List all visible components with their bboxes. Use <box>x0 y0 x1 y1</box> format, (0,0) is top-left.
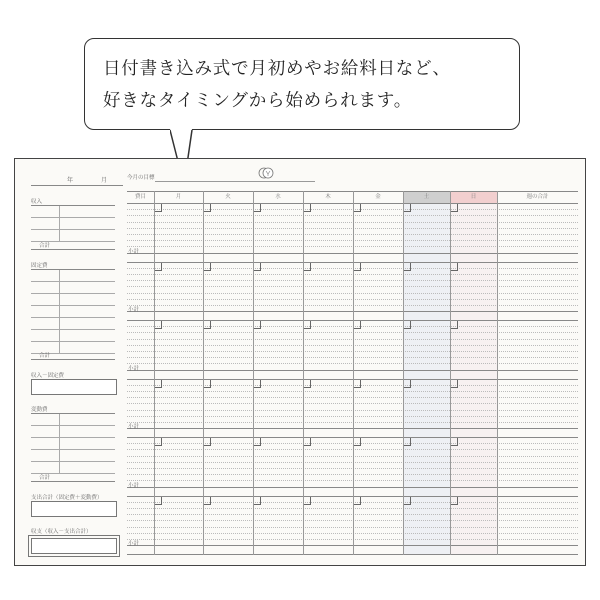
date-box[interactable] <box>203 263 211 271</box>
budget-sheet <box>14 158 586 566</box>
date-box[interactable] <box>403 438 411 446</box>
column-divider <box>497 191 498 555</box>
column-divider <box>253 191 254 555</box>
subtotal-label: 小計 <box>128 424 140 430</box>
col-header-wed: 水 <box>275 194 281 200</box>
income-rows <box>31 205 115 242</box>
fixed-total-label: 合計 <box>39 353 51 359</box>
subtotal-label: 小計 <box>128 248 140 255</box>
fixed-total-row[interactable] <box>31 359 115 360</box>
income-row[interactable] <box>31 206 115 218</box>
col-header-fri: 金 <box>375 194 381 200</box>
income-total-row[interactable] <box>31 249 115 250</box>
subtotal-label: 小計 <box>128 365 140 372</box>
variable-cost-row[interactable] <box>31 438 115 450</box>
column-divider <box>303 191 304 555</box>
date-box[interactable] <box>253 438 261 446</box>
date-box[interactable] <box>253 380 261 388</box>
column-divider <box>154 191 155 555</box>
col-header-week-total: 週の合計 <box>526 194 549 200</box>
column-divider <box>450 191 451 555</box>
col-header-sat: 土 <box>403 192 450 203</box>
variable-cost-row[interactable] <box>31 450 115 462</box>
variable-total-label: 合計 <box>39 475 51 481</box>
date-box[interactable] <box>403 321 411 329</box>
date-box[interactable] <box>154 497 162 505</box>
fixed-cost-row[interactable] <box>31 270 115 282</box>
fixed-cost-label: 固定費 <box>31 263 48 269</box>
date-box[interactable] <box>353 204 361 212</box>
date-box[interactable] <box>450 497 458 505</box>
date-box[interactable] <box>353 263 361 271</box>
variable-total-row[interactable] <box>31 481 115 482</box>
variable-cost-row[interactable] <box>31 414 115 426</box>
date-box[interactable] <box>303 497 311 505</box>
col-header-tue: 火 <box>225 194 231 200</box>
callout-bubble <box>84 38 520 130</box>
date-box[interactable] <box>353 497 361 505</box>
date-box[interactable] <box>253 497 261 505</box>
date-box[interactable] <box>303 380 311 388</box>
variable-cost-rows <box>31 413 115 474</box>
date-box[interactable] <box>450 321 458 329</box>
fixed-cost-row[interactable] <box>31 318 115 330</box>
date-box[interactable] <box>203 497 211 505</box>
date-box[interactable] <box>253 263 261 271</box>
date-box[interactable] <box>450 204 458 212</box>
goal-line[interactable] <box>155 181 315 182</box>
col-header-sun: 日 <box>450 192 497 203</box>
date-box[interactable] <box>403 497 411 505</box>
date-box[interactable] <box>253 321 261 329</box>
date-box[interactable] <box>203 438 211 446</box>
fixed-cost-row[interactable] <box>31 282 115 294</box>
date-box[interactable] <box>403 380 411 388</box>
date-box[interactable] <box>353 438 361 446</box>
date-box[interactable] <box>253 204 261 212</box>
date-box[interactable] <box>450 380 458 388</box>
subtotal-label: 小計 <box>128 482 140 489</box>
expense-total-label: 支出合計（固定費＋変動費） <box>31 495 103 501</box>
goal-label: 今月の目標 <box>127 175 155 181</box>
callout-line-1: 日付書き込み式で月初めやお給料日など、 <box>103 59 451 79</box>
date-box[interactable] <box>450 263 458 271</box>
date-box[interactable] <box>154 380 162 388</box>
date-box[interactable] <box>154 438 162 446</box>
fixed-cost-row[interactable] <box>31 330 115 342</box>
variable-cost-label: 変動費 <box>31 407 48 413</box>
date-box[interactable] <box>154 263 162 271</box>
income-row[interactable] <box>31 218 115 230</box>
income-minus-fixed-label: 収入－固定費 <box>31 373 65 379</box>
callout-line-2: 好きなタイミングから始められます。 <box>103 91 412 111</box>
date-box[interactable] <box>203 380 211 388</box>
column-divider <box>403 191 404 555</box>
year-month-header <box>31 173 123 186</box>
date-box[interactable] <box>353 321 361 329</box>
date-box[interactable] <box>403 204 411 212</box>
date-box[interactable] <box>303 263 311 271</box>
date-box[interactable] <box>154 321 162 329</box>
date-box[interactable] <box>303 438 311 446</box>
fixed-cost-row[interactable] <box>31 294 115 306</box>
date-box[interactable] <box>303 321 311 329</box>
date-box[interactable] <box>403 263 411 271</box>
date-box[interactable] <box>303 204 311 212</box>
expense-total-box[interactable] <box>31 501 117 517</box>
date-box[interactable] <box>154 204 162 212</box>
year-label: 年 <box>67 177 74 184</box>
date-box[interactable] <box>203 204 211 212</box>
month-label: 月 <box>101 177 108 184</box>
col-header-mon: 月 <box>175 194 182 200</box>
fixed-cost-row[interactable] <box>31 306 115 318</box>
subtotal-label: 小計 <box>128 541 140 547</box>
subtotal-label: 小計 <box>128 307 140 313</box>
balance-box[interactable] <box>31 538 117 554</box>
variable-cost-row[interactable] <box>31 426 115 438</box>
date-box[interactable] <box>353 380 361 388</box>
column-divider <box>203 191 204 555</box>
balance-label: 収支（収入－支出合計） <box>31 529 92 535</box>
col-header-thu: 木 <box>325 194 331 200</box>
income-minus-fixed-box[interactable] <box>31 379 117 395</box>
weekly-calendar <box>127 191 578 555</box>
fixed-cost-rows <box>31 269 115 354</box>
date-box[interactable] <box>450 438 458 446</box>
col-header-category: 費目 <box>134 194 146 200</box>
date-box[interactable] <box>203 321 211 329</box>
income-label: 収入 <box>31 199 43 205</box>
coin-icon <box>258 166 274 180</box>
income-total-label: 合計 <box>39 243 51 249</box>
column-divider <box>353 191 354 555</box>
